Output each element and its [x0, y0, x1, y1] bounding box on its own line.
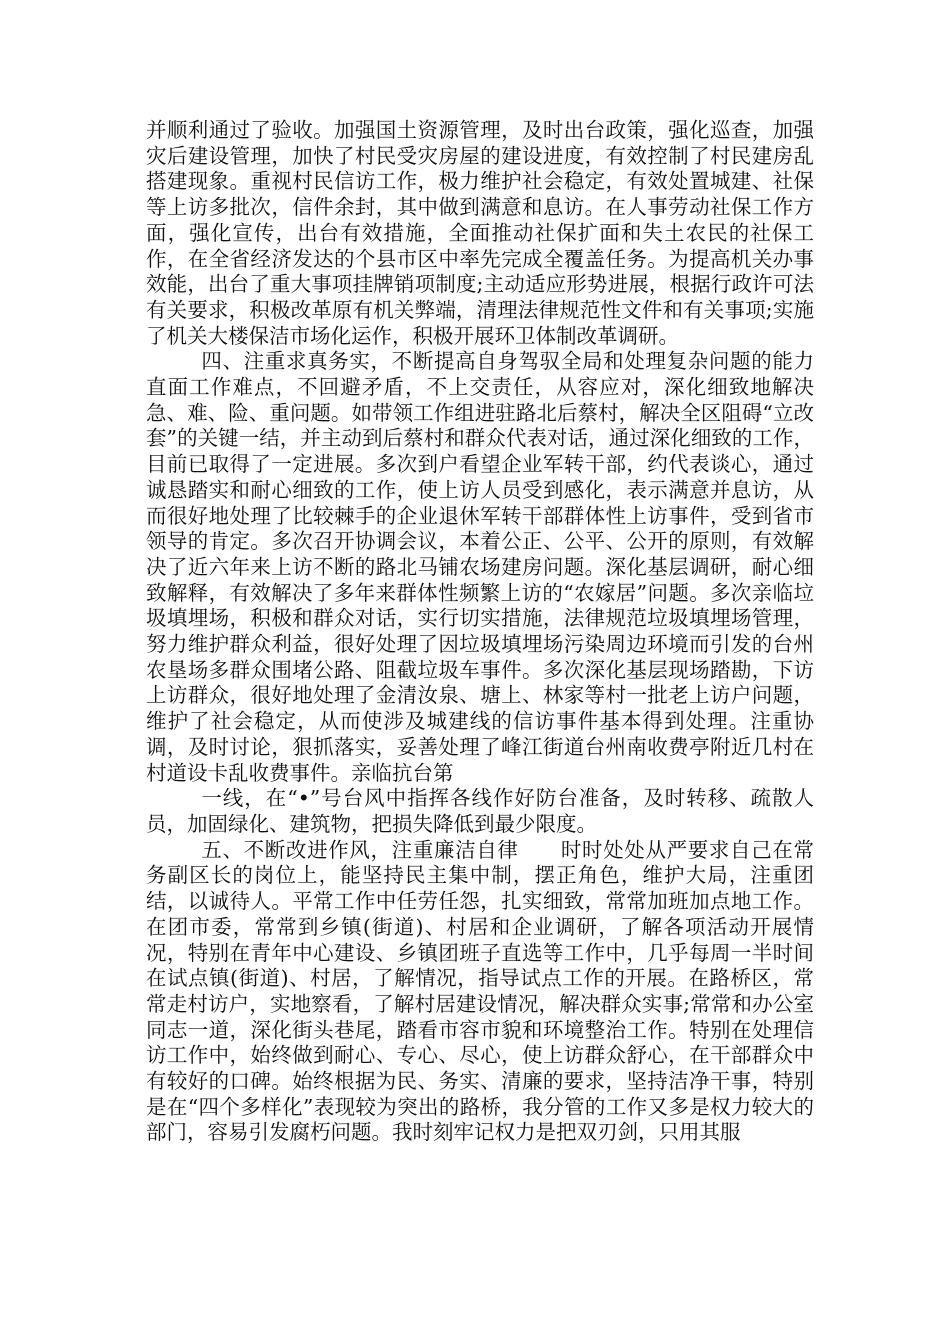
paragraph-section-four: 四、注重求真务实，不断提高自身驾驭全局和处理复杂问题的能力 直面工作难点，不回避矛盾，不上交责任，从容应对，深化细致地解决急、难、险、重问题。如带领工作组进驻路北后蔡村，解决全区阻碍“立改套”的关键一结，并主动到后蔡村和群众代表对话，通过深化细致的工作，目前已取得了一定进展。多次到户看望企业军转干部，约代表谈心，通过诚恳踏实和耐心细致的工作，使上访人员受到感化，表示满意并息访，从而很好地处理了比较棘手的企业退休军转干部群体性上访事件，受到省市领导的肯定。多次召开协调会议，本着公正、公平、公开的原则，有效解决了近六年来上访不断的路北马铺农场建房问题。深化基层调研，耐心细致解释，有效解决了多年来群体性频繁上访的“农嫁居”问题。多次亲临垃圾填埋场，积极和群众对话，实行切实措施，法律规范垃圾填埋场管理，努力维护群众利益，很好处理了因垃圾填埋场污染周边环境而引发的台州农垦场多群众围堵公路、阻截垃圾车事件。多次深化基层现场踏勘，下访上访群众，很好地处理了金清汝泉、塘上、林家等村一批老上访户问题，维护了社会稳定，从而使涉及城建线的信访事件基本得到处理。注重协调，及时讨论，狠抓落实，妥善处理了峰江街道台州南收费亭附近几村在村道设卡乱收费事件。亲临抗台第 [146, 349, 855, 785]
paragraph-section-five: 五、不断改进作风，注重廉洁自律 时时处处从严要求自己在常务副区长的岗位上，能坚持民主集中制，摆正角色，维护大局，注重团结，以诚待人。平常工作中任劳任怨，扎实细致，常常加班加点地工作。在团市委，常常到乡镇(街道)、村居和企业调研，了解各项活动开展情况，特别在青年中心建设、乡镇团班子直选等工作中，几乎每周一半时间在试点镇(街道)、村居，了解情况，指导试点工作的开展。在路桥区，常常走村访户，实地察看，了解村居建设情况，解决群众实事;常常和办公室同志一道，深化街头巷尾，踏看市容市貌和环境整治工作。特别在处理信访工作中，始终做到耐心、专心、尽心，使上访群众舒心，在干部群众中有较好的口碑。始终根据为民、务实、清廉的要求，坚持洁净干事，特别是在“四个多样化”表现较为突出的路桥，我分管的工作又多是权力较大的部门，容易引发腐朽问题。我时刻牢记权力是把双刃剑，只用其服 [146, 837, 814, 1145]
document-page [146, 118, 855, 1146]
paragraph-continuation: 并顺利通过了验收。加强国土资源管理，及时出台政策，强化巡查，加强灾后建设管理，加快了村民受灾房屋的建设进度，有效控制了村民建房乱搭建现象。重视村民信访工作，极力维护社会稳定，有效处置城建、社保等上访多批次，信件余封，其中做到满意和息访。在人事劳动社保工作方面，强化宣传，出台有效措施，全面推动社保扩面和失土农民的社保工作，在全省经济发达的个县市区中率先完成全覆盖任务。为提高机关办事效能，出台了重大事项挂牌销项制度;主动适应形势进展，根据行政许可法有关要求，积极改革原有机关弊端，清理法律规范性文件和有关事项;实施了机关大楼保洁市场化运作，积极开展环卫体制改革调研。 [146, 118, 814, 348]
paragraph-typhoon: 一线，在“•”号台风中指挥各线作好防台准备，及时转移、疏散人员，加固绿化、建筑物，把损失降低到最少限度。 [146, 786, 814, 836]
